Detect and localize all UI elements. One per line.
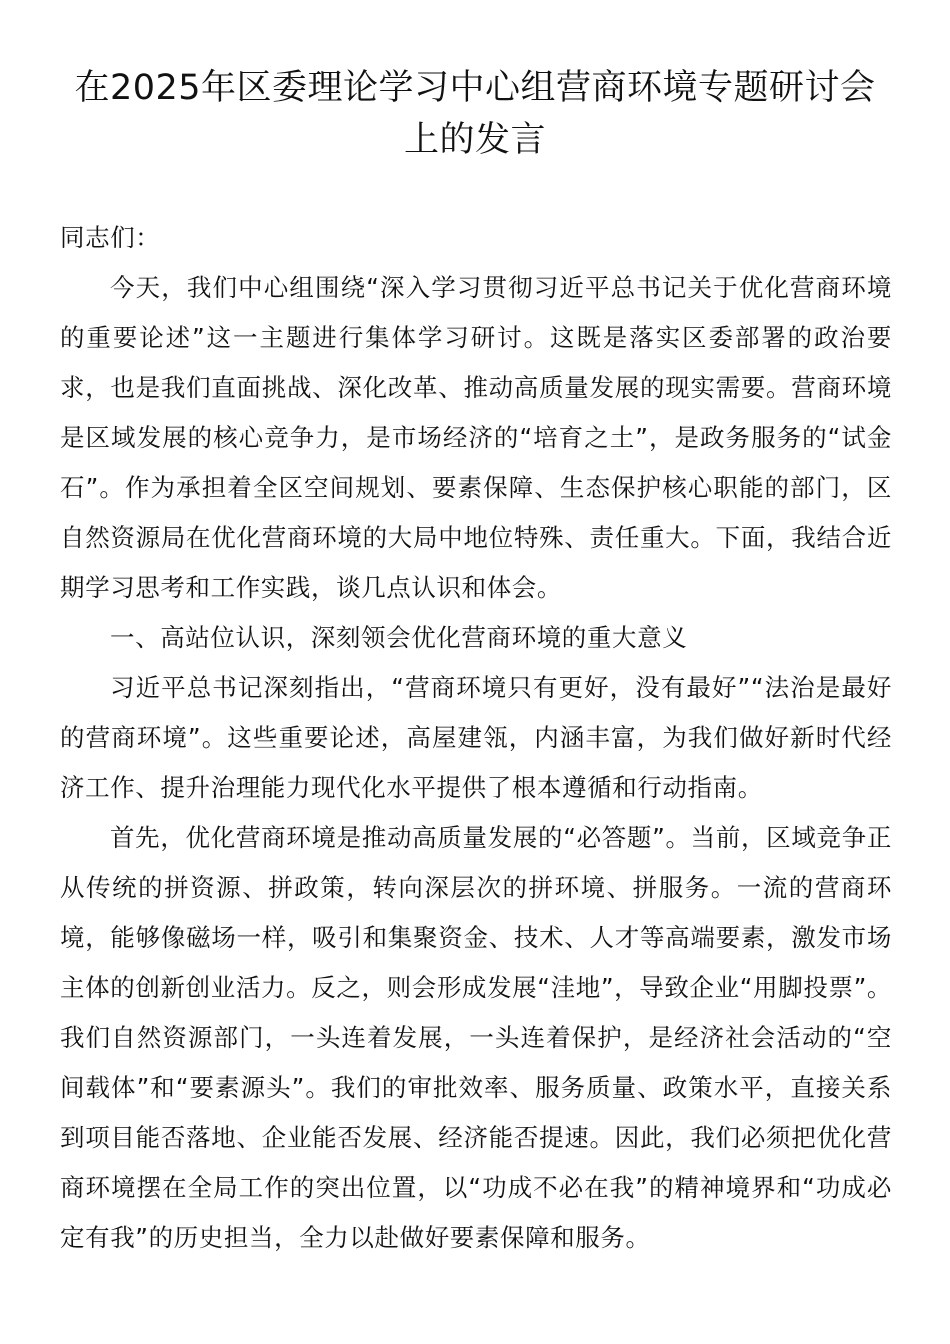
- section-heading-1: 一、高站位认识，深刻领会优化营商环境的重大意义: [110, 623, 688, 652]
- paragraph-intro: 今天，我们中心组围绕“深入学习贯彻习近平总书记关于优化营商环境的重要论述”这一主题进行集体学习研讨。这既是落实区委部署的政治要求，也是我们直面挑战、深化改革、推动高质量发展的现实需要。营商环境是区域发展的核心竞争力，是市场经济的“培育之土”，是政务服务的“试金石”。作为承担着全区空间规划、要素保障、生态保护核心职能的部门，区自然资源局在优化营商环境的大局中地位特殊、责任重大。下面，我结合近期学习思考和工作实践，谈几点认识和体会。: [60, 273, 892, 602]
- document-title: 在2025年区委理论学习中心组营商环境专题研讨会上的发言: [74, 68, 876, 160]
- paragraph-quote: 习近平总书记深刻指出，“营商环境只有更好，没有最好”“法治是最好的营商环境”。这些重要论述，高屋建瓴，内涵丰富，为我们做好新时代经济工作、提升治理能力现代化水平提供了根本遵循和行动指南。: [60, 673, 892, 802]
- paragraph-first-point: 首先，优化营商环境是推动高质量发展的“必答题”。当前，区域竞争正从传统的拼资源、拼政策，转向深层次的拼环境、拼服务。一流的营商环境，能够像磁场一样，吸引和集聚资金、技术、人才等高端要素，激发市场主体的创新创业活力。反之，则会形成发展“洼地”，导致企业“用脚投票”。我们自然资源部门，一头连着发展，一头连着保护，是经济社会活动的“空间载体”和“要素源头”。我们的审批效率、服务质量、政策水平，直接关系到项目能否落地、企业能否发展、经济能否提速。因此，我们必须把优化营商环境摆在全局工作的突出位置，以“功成不必在我”的精神境界和“功成必定有我”的历史担当，全力以赴做好要素保障和服务。: [60, 823, 892, 1252]
- document-body: [60, 213, 892, 1263]
- salutation: 同志们：: [60, 223, 161, 252]
